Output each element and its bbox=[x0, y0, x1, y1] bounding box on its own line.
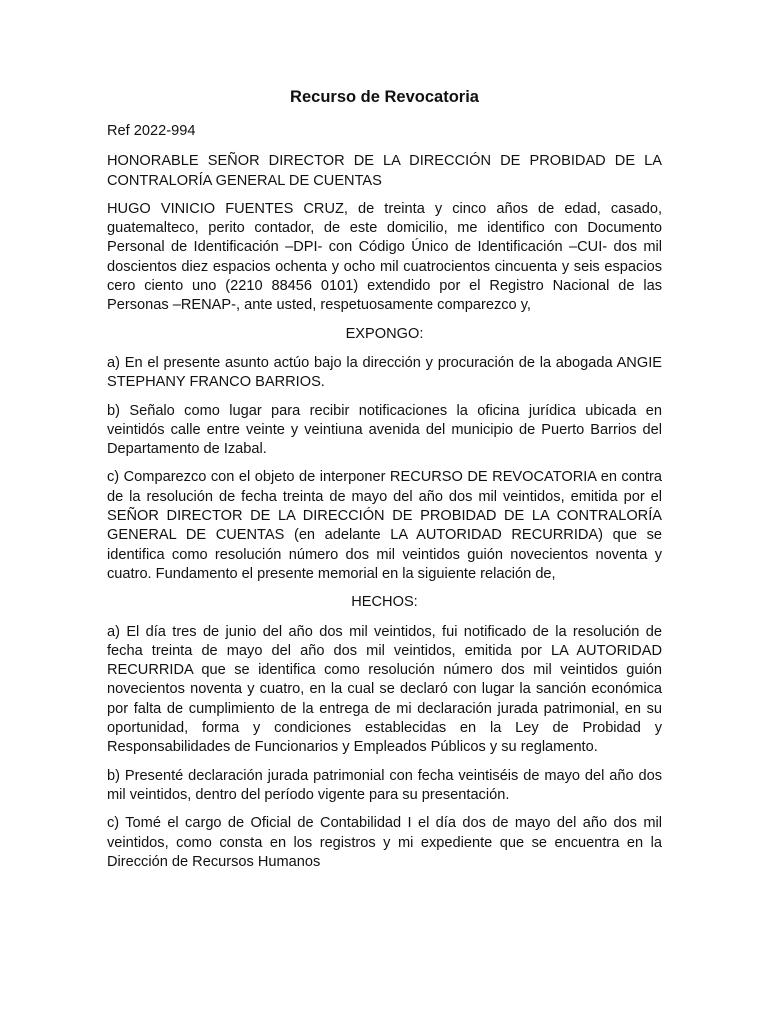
expongo-paragraph-b: b) Señalo como lugar para recibir notificaciones la oficina jurídica ubicada en veintidós calle entre veinte y veintiuna avenida del municipio de Puerto Barrios del Departamento de Izabal. bbox=[107, 402, 662, 458]
document-title: Recurso de Revocatoria bbox=[290, 88, 479, 106]
document-body bbox=[107, 86, 662, 881]
hechos-paragraph-a: a) El día tres de junio del año dos mil veintidos, fui notificado de la resolución de fecha treinta de mayo del año dos mil veintidos, emitida por LA AUTORIDAD RECURRIDA que se identifica como resolución número dos mil veintidos guión novecientos noventa y cuatro, en la cual se declaró con lugar la sanción económica por falta de cumplimiento de la entrega de mi declaración jurada patrimonial, en su oportunidad, forma y condiciones establecidas en la Ley de Probidad y Responsabilidades de Funcionarios y Empleados Públicos y su reglamento. bbox=[107, 623, 662, 756]
introduction-paragraph: HUGO VINICIO FUENTES CRUZ, de treinta y cinco años de edad, casado, guatemalteco, perito contador, de este domicilio, me identifico con Documento Personal de Identificación –DPI- con Código Único de Identificación –CUI- dos mil doscientos diez espacios ochenta y ocho mil cuatrocientos cincuenta y seis espacios cero ciento uno (2210 88456 0101) extendido por el Registro Nacional de las Personas –RENAP-, ante usted, respetuosamente comparezco y, bbox=[107, 200, 662, 314]
hechos-paragraph-b: b) Presenté declaración jurada patrimonial con fecha veintiséis de mayo del año dos mil veintidos, dentro del período vigente para su presentación. bbox=[107, 767, 662, 803]
hechos-paragraph-c: c) Tomé el cargo de Oficial de Contabilidad I el día dos de mayo del año dos mil veintidos, como consta en los registros y mi expediente que se encuentra en la Dirección de Recursos Humanos bbox=[107, 815, 662, 870]
expongo-paragraph-c: c) Comparezco con el objeto de interponer RECURSO DE REVOCATORIA en contra de la resolución de fecha treinta de mayo del año dos mil veintidos, emitida por el SEÑOR DIRECTOR DE LA DIRECCIÓN DE PROBIDAD DE LA CONTRALORÍA GENERAL DE CUENTAS (en adelante LA AUTORIDAD RECURRIDA) que se identifica como resolución número dos mil veintidos guión novecientos noventa y cuatro. Fundamento el presente memorial en la siguiente relación de, bbox=[107, 469, 662, 582]
reference-number: Ref 2022-994 bbox=[107, 123, 196, 139]
expongo-paragraph-a: a) En el presente asunto actúo bajo la dirección y procuración de la abogada ANGIE STEPHANY FRANCO BARRIOS. bbox=[107, 354, 662, 391]
section-heading-expongo: EXPONGO: bbox=[345, 325, 424, 342]
addressee: HONORABLE SEÑOR DIRECTOR DE LA DIRECCIÓN DE PROBIDAD DE LA CONTRALORÍA GENERAL DE CUENTAS bbox=[107, 153, 662, 189]
section-heading-hechos: HECHOS: bbox=[351, 594, 418, 611]
